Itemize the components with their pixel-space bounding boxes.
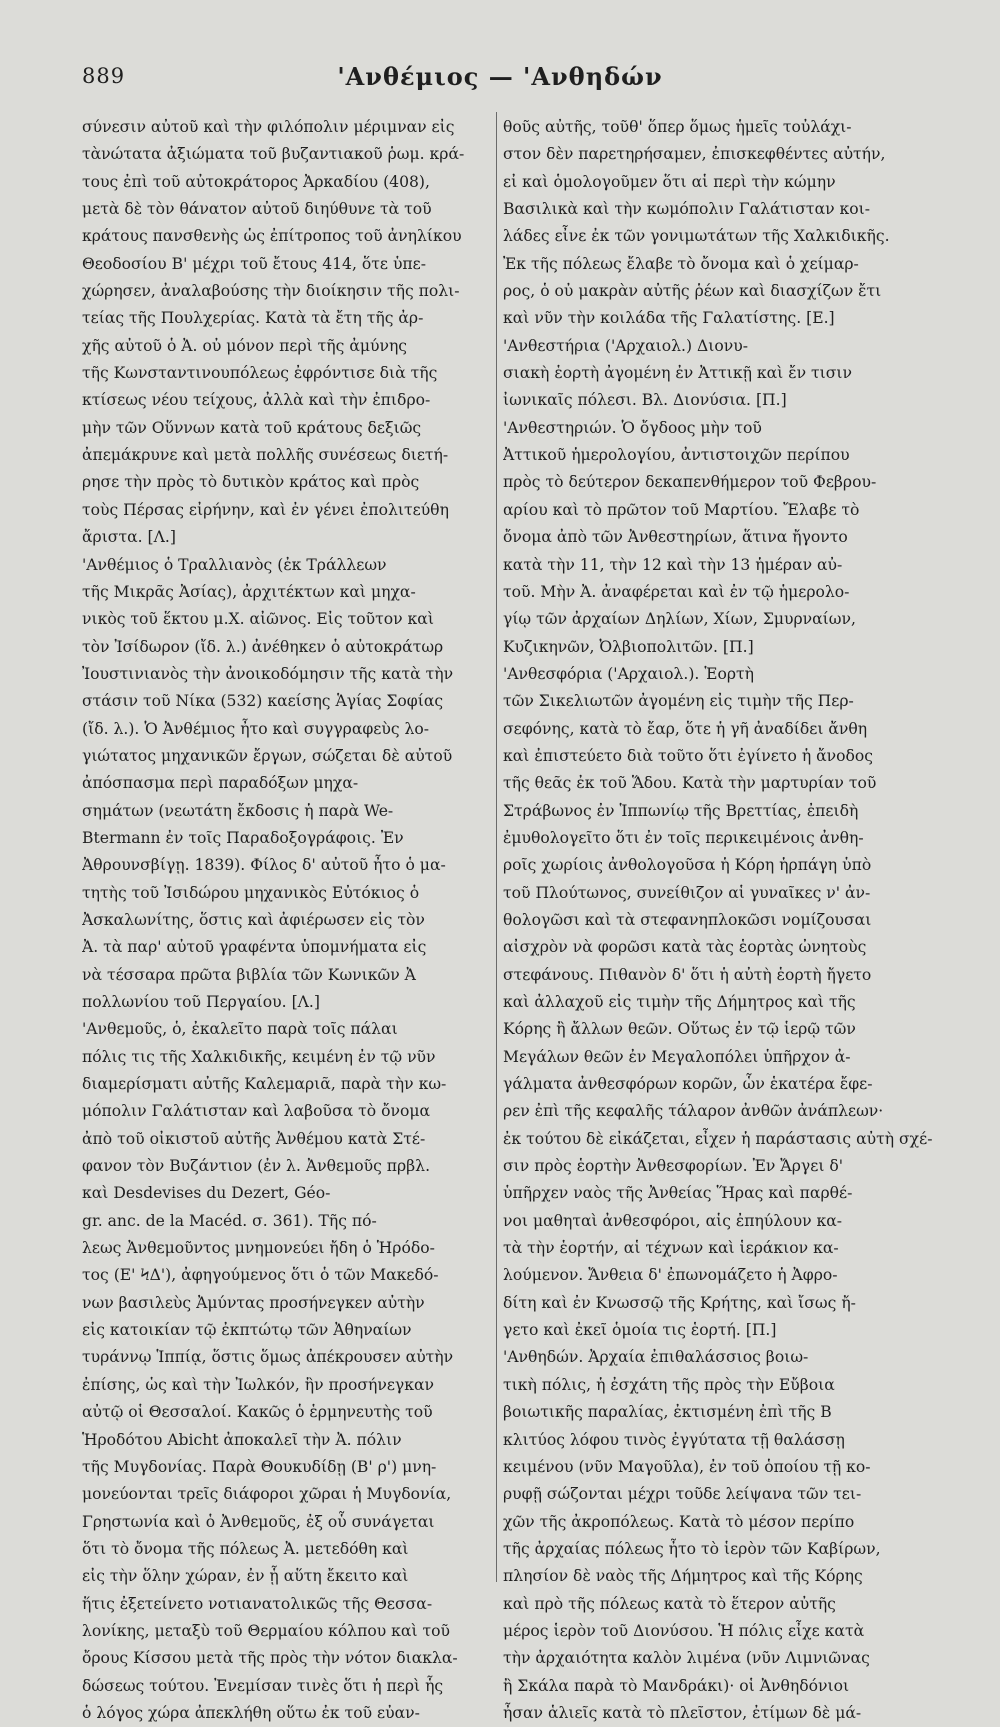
right-column-line: ροῖς χωρίοις ἀνθολογοῦσα ἡ Κόρη ἡρπάγη ὑπὸ	[503, 856, 872, 875]
right-column-line: 'Ανθηδών. Ἀρχαία ἐπιθαλάσσιος βοιω-	[503, 1348, 809, 1367]
left-column-line: Btermann ἐν τοῖς Παραδοξογράφοις. Ἐν	[82, 828, 404, 847]
left-column-line: ἥτις ἐξετείνετο νοτιανατολικῶς τῆς Θεσσα-	[82, 1594, 433, 1613]
left-column-line: τὰνώτατα ἀξιώματα τοῦ βυζαντιακοῦ ῥωμ. κρά-	[82, 145, 465, 164]
left-column-line: Ἡροδότου Abicht ἀποκαλεῖ τὴν Ἀ. πόλιν	[82, 1430, 402, 1449]
right-column-line: πλησίον δὲ ναὸς τῆς Δήμητρος καὶ τῆς Κόρης	[503, 1567, 863, 1586]
left-column-line: σημάτων (νεωτάτη ἔκδοσις ἡ παρὰ We-	[82, 801, 394, 820]
left-column-line: πόλις τις τῆς Χαλκιδικῆς, κειμένη ἐν τῷ νῦν	[82, 1047, 436, 1066]
right-column-line: ρεν ἐπὶ τῆς κεφαλῆς τάλαρον ἀνθῶν ἀνάπλεων·	[503, 1102, 884, 1121]
left-column-line: πολλωνίου τοῦ Περγαίου. [Λ.]	[82, 993, 320, 1011]
left-column-line: Γρηστωνία καὶ ὁ Ἀνθεμοῦς, ἐξ οὗ συνάγεται	[82, 1512, 435, 1531]
right-column-line: Ἀττικοῦ ἡμερολογίου, ἀντιστοιχῶν περίπου	[503, 446, 850, 465]
right-column-line: 'Ανθεστήρια ('Αρχαιολ.) Διονυ-	[503, 336, 749, 355]
left-column-line: τοὺς Πέρσας εἰρήνην, καὶ ἐν γένει ἐπολιτεύθη	[82, 500, 449, 519]
left-column-line: μὴν τῶν Οὕννων κατὰ τοῦ κράτους δεξιῶς	[82, 418, 422, 437]
left-column-line: ὄρους Κίσσου μετὰ τῆς πρὸς τὴν νότον διακλα-	[82, 1649, 458, 1668]
right-column-line: σιν πρὸς ἑορτὴν Ἀνθεσφορίων. Ἐν Ἄργει δ'	[503, 1157, 844, 1176]
left-column-line: φανον τὸν Βυζάντιον (ἐν λ. Ἀνθεμοῦς πρβλ.	[82, 1157, 431, 1176]
right-column-line: Ἐκ τῆς πόλεως ἔλαβε τὸ ὄνομα καὶ ὁ χείμαρ-	[503, 254, 859, 273]
right-column-line: χῶν τῆς ἀκροπόλεως. Κατὰ τὸ μέσον περίπο	[503, 1512, 855, 1531]
right-column-line: κλιτύος λόφου τινὸς ἐγγύτατα τῇ θαλάσσῃ	[503, 1430, 845, 1449]
left-column-line: τητὴς τοῦ Ἰσιδώρου μηχανικὸς Εὐτόκιος ὁ	[82, 883, 420, 902]
right-column-line: κειμένου (νῦν Μαγοῦλα), ἐν τοῦ ὁποίου τῇ κο-	[503, 1457, 871, 1476]
left-column-line: τῆς Κωνσταντινουπόλεως ἐφρόντισε διὰ τῆς	[82, 364, 438, 383]
left-column-line: ἐπίσης, ὡς καὶ τὴν Ἰωλκόν, ἣν προσήνεγκαν	[82, 1375, 434, 1394]
right-column-line: καὶ πρὸ τῆς πόλεως κατὰ τὸ ἕτερον αὐτῆς	[503, 1594, 836, 1613]
left-column-line: χώρησεν, ἀναλαβούσης τὴν διοίκησιν τῆς πολι-	[82, 282, 460, 301]
right-column-line: θολογῶσι καὶ τὰ στεφανηπλοκῶσι νομίζουσαι	[503, 910, 872, 929]
left-column-line: καὶ Desdevises du Dezert, Géo-	[82, 1184, 331, 1203]
left-column-line: gr. anc. de la Macéd. σ. 361). Τῆς πό-	[82, 1211, 377, 1230]
left-column-line: διαμερίσματι αὐτῆς Καλεμαριᾶ, παρὰ τὴν κω-	[82, 1075, 447, 1094]
left-column-line: τῆς Μυγδονίας. Παρὰ Θουκυδίδῃ (Β' ρ') μνη-	[82, 1457, 437, 1476]
left-column-line: νὰ τέσσαρα πρῶτα βιβλία τῶν Κωνικῶν Ἀ	[82, 965, 416, 984]
right-column-line: ὑπῆρχεν ναὸς τῆς Ἀνθείας Ἥρας καὶ παρθέ-	[503, 1184, 853, 1203]
right-column-line: δίτη καὶ ἐν Κνωσσῷ τῆς Κρήτης, καὶ ἴσως ἤ-	[503, 1293, 856, 1312]
right-column-line: ἰωνικαῖς πόλεσι. Βλ. Διονύσια. [Π.]	[503, 391, 787, 410]
running-head: 'Ανθέμιος — 'Ανθηδών	[337, 62, 663, 91]
right-column-line: τῆς ἀρχαίας πόλεως ἦτο τὸ ἱερὸν τῶν Καβίρων,	[503, 1539, 881, 1558]
right-column-line: ἢ Σκάλα παρὰ τὸ Μανδράκι)· οἱ Ἀνθηδόνιοι	[503, 1676, 850, 1695]
right-column-line: 'Ανθεστηριών. Ὁ ὄγδοος μὴν τοῦ	[503, 418, 762, 437]
right-column-line: γάλματα ἀνθεσφόρων κορῶν, ὧν ἑκατέρα ἔφε-	[503, 1075, 873, 1094]
left-column-line: χῆς αὐτοῦ ὁ Ἀ. οὐ μόνον περὶ τῆς ἀμύνης	[82, 336, 408, 355]
left-column-line: ἀπεμάκρυνε καὶ μετὰ πολλῆς συνέσεως διετή-	[82, 446, 449, 465]
right-column-line: λούμενον. Ἄνθεια δ' ἐπωνομάζετο ἡ Ἀφρο-	[503, 1266, 838, 1285]
left-column-line: τους ἐπὶ τοῦ αὐτοκράτορος Ἀρκαδίου (408),	[82, 172, 430, 191]
left-column-line: ἄριστα. [Λ.]	[82, 528, 176, 547]
right-column-line: καὶ ἐπιστεύετο διὰ τοῦτο ὅτι ἐγίνετο ἡ ἄνοδος	[503, 746, 874, 765]
right-column-line: κατὰ τὴν 11, τὴν 12 καὶ τὴν 13 ἡμέραν αὐ-	[503, 555, 843, 574]
right-column-line: τοῦ. Μὴν Ἀ. ἀναφέρεται καὶ ἐν τῷ ἡμερολο-	[503, 582, 850, 601]
right-column-line: Βασιλικὰ καὶ τὴν κωμόπολιν Γαλάτισταν κοι-	[503, 200, 871, 219]
left-column-line: 'Ανθεμοῦς, ὁ, ἐκαλεῖτο παρὰ τοῖς πάλαι	[82, 1020, 398, 1039]
right-column-line: βοιωτικῆς παραλίας, ἐκτισμένη ἐπὶ τῆς Β	[503, 1403, 832, 1422]
right-column-line: Στράβωνος ἐν Ἱππωνίῳ τῆς Βρεττίας, ἐπειδὴ	[503, 801, 859, 820]
left-column-line: μονεύονται τρεῖς διάφοροι χῶραι ἡ Μυγδονία,	[82, 1485, 452, 1504]
left-column-line: ἀπὸ τοῦ οἰκιστοῦ αὐτῆς Ἀνθέμου κατὰ Στέ-	[82, 1129, 426, 1148]
left-column-line: στάσιν τοῦ Νίκα (532) καείσης Ἁγίας Σοφίας	[82, 692, 444, 711]
right-column-line: αρίου καὶ τὸ πρῶτον τοῦ Μαρτίου. Ἔλαβε τὸ	[503, 500, 860, 519]
right-column-line: τικὴ πόλις, ἡ ἐσχάτη τῆς πρὸς τὴν Εὔβοια	[503, 1375, 835, 1394]
right-column-line: ρυφῇ σώζονται μέχρι τοῦδε λείψανα τῶν τει-	[503, 1485, 862, 1504]
right-column-line: Μεγάλων θεῶν ἐν Μεγαλοπόλει ὑπῆρχον ἀ-	[503, 1047, 851, 1066]
right-column-line: γίῳ τῶν ἀρχαίων Δηλίων, Χίων, Σμυρναίων,	[503, 610, 856, 629]
left-column-line: αὐτῷ οἱ Θεσσαλοί. Κακῶς ὁ ἑρμηνευτὴς τοῦ	[82, 1403, 433, 1422]
right-column-line: 'Ανθεσφόρια ('Αρχαιολ.). Ἑορτὴ	[503, 664, 754, 683]
right-column-line: γετο καὶ ἐκεῖ ὁμοία τις ἑορτή. [Π.]	[503, 1321, 777, 1340]
left-column-line: μόπολιν Γαλάτισταν καὶ λαβοῦσα τὸ ὄνομα	[82, 1102, 431, 1121]
column-divider	[496, 112, 497, 1582]
left-column-line: δώσεως τούτου. Ἐνεμίσαν τινὲς ὅτι ἡ περὶ ἧς	[82, 1676, 444, 1695]
right-column-line: καὶ νῦν τὴν κοιλάδα τῆς Γαλατίστης. [Ε.]	[503, 309, 835, 328]
right-column-line: πρὸς τὸ δεύτερον δεκαπενθήμερον τοῦ Φεβρου-	[503, 473, 877, 492]
left-column-line: ρησε τὴν πρὸς τὸ δυτικὸν κράτος καὶ πρὸς	[82, 473, 420, 492]
right-column-line: καὶ ἀλλαχοῦ εἰς τιμὴν τῆς Δήμητρος καὶ τῆς	[503, 993, 856, 1011]
left-column-line: τῆς Μικρᾶς Ἀσίας), ἀρχιτέκτων καὶ μηχα-	[82, 582, 416, 601]
right-column-line: μέρος ἱερὸν τοῦ Διονύσου. Ἡ πόλις εἶχε κατὰ	[503, 1621, 865, 1640]
left-column-line: εἰς τὴν ὅλην χώραν, ἐν ᾗ αὕτη ἔκειτο καὶ	[82, 1567, 409, 1586]
page-number: 889	[82, 64, 126, 88]
left-column-line: ἀπόσπασμα περὶ παραδόξων μηχα-	[82, 774, 359, 793]
right-column-line: τῆς θεᾶς ἐκ τοῦ Ἅδου. Κατὰ τὴν μαρτυρίαν τοῦ	[503, 774, 877, 793]
left-column-line: Θεοδοσίου Β' μέχρι τοῦ ἔτους 414, ὅτε ὑπε-	[82, 254, 427, 273]
right-column-line: λάδες εἶνε ἐκ τῶν γονιμωτάτων τῆς Χαλκιδικῆς.	[503, 227, 890, 246]
left-column-line: λεως Ἀνθεμοῦντος μνημονεύει ἤδη ὁ Ἡρόδο-	[82, 1239, 435, 1258]
left-column-line: 'Ανθέμιος ὁ Τραλλιανὸς (ἐκ Τράλλεων	[82, 555, 387, 574]
right-column-line: Κυζικηνῶν, Ὀλβιοπολιτῶν. [Π.]	[503, 637, 754, 656]
left-column-line: σύνεσιν αὐτοῦ καὶ τὴν φιλόπολιν μέριμναν εἰς	[82, 118, 455, 136]
right-column-line: τῶν Σικελιωτῶν ἀγομένη εἰς τιμὴν τῆς Περ-	[503, 692, 854, 711]
right-column	[503, 114, 935, 1727]
left-column-line: Ἀ. τὰ παρ' αὐτοῦ γραφέντα ὑπομνήματα εἰς	[82, 938, 427, 957]
left-column-line: τὸν Ἰσίδωρον (ἴδ. λ.) ἀνέθηκεν ὁ αὐτοκράτωρ	[82, 637, 444, 656]
left-column-line: τείας τῆς Πουλχερίας. Κατὰ τὰ ἔτη τῆς ἀρ-	[82, 309, 424, 328]
right-column-line: νοι μαθηταὶ ἀνθεσφόροι, αἱς ἐπηύλουν κα-	[503, 1211, 843, 1230]
right-column-line: Κόρης ἢ ἄλλων θεῶν. Οὕτως ἐν τῷ ἱερῷ τῶν	[503, 1020, 856, 1039]
right-column-line: εἰ καὶ ὁμολογοῦμεν ὅτι αἱ περὶ τὴν κώμην	[503, 172, 836, 191]
header-rule	[82, 104, 934, 105]
left-column-line: νικὸς τοῦ ἕκτου μ.Χ. αἰῶνος. Εἰς τοῦτον καὶ	[82, 610, 434, 629]
right-column-line: τὰ τὴν ἑορτήν, αἱ τέχνων καὶ ἱεράκιον κα-	[503, 1239, 839, 1258]
right-column-line: ὄνομα ἀπὸ τῶν Ἀνθεστηρίων, ἅτινα ἤγοντο	[503, 528, 848, 547]
right-column-line: ἐκ τούτου δὲ εἰκάζεται, εἶχεν ἡ παράστασις αὐτὴ σχέ-	[503, 1129, 933, 1148]
right-column-line: σιακὴ ἑορτὴ ἀγομένη ἐν Ἀττικῇ καὶ ἔν τισιν	[503, 364, 853, 383]
left-column-line: ὁ λόγος χώρα ἀπεκλήθη οὕτω ἐκ τοῦ εὐαν-	[82, 1703, 420, 1722]
left-column-line: τυράννῳ Ἱππίᾳ, ὅστις ὅμως ἀπέκρουσεν αὐτὴν	[82, 1348, 454, 1367]
left-column-line: τος (Ε' ϞΔ'), ἀφηγούμενος ὅτι ὁ τῶν Μακεδό-	[82, 1266, 439, 1285]
left-column-line: Ἰουστινιανὸς τὴν ἀνοικοδόμησιν τῆς κατὰ τὴν	[82, 664, 454, 683]
left-column-line: κράτους πανσθενὴς ὡς ἐπίτροπος τοῦ ἀνηλίκου	[82, 227, 462, 246]
left-column-line: γιώτατος μηχανικῶν ἔργων, σώζεται δὲ αὐτοῦ	[82, 746, 453, 765]
left-column-line: ὅτι τὸ ὄνομα τῆς πόλεως Ἀ. μετεδόθη καὶ	[82, 1539, 409, 1558]
right-column-line: στεφάνους. Πιθανὸν δ' ὅτι ἡ αὐτὴ ἑορτὴ ἤγετο	[503, 965, 872, 984]
left-column-line: εἰς κατοικίαν τῷ ἐκπτώτῳ τῶν Ἀθηναίων	[82, 1321, 412, 1340]
left-column-line: Ἀθρουνσβίγῃ. 1839). Φίλος δ' αὐτοῦ ἦτο ὁ μα-	[82, 856, 446, 875]
left-column	[82, 114, 497, 1727]
left-column-line: νων βασιλεὺς Ἀμύντας προσήνεγκεν αὐτὴν	[82, 1293, 425, 1312]
left-column-line: Ἀσκαλωνίτης, ὅστις καὶ ἀφιέρωσεν εἰς τὸν	[82, 910, 425, 929]
right-column-line: θοῦς αὐτῆς, τοῦθ' ὅπερ ὅμως ἡμεῖς τοὐλάχι-	[503, 118, 852, 136]
right-column-line: ἐμυθολογεῖτο ὅτι ἐν τοῖς περικειμένοις ἀνθη-	[503, 828, 864, 847]
left-column-line: μετὰ δὲ τὸν θάνατον αὐτοῦ διηύθυνε τὰ τοῦ	[82, 200, 432, 219]
right-column-line: αἰσχρὸν νὰ φορῶσι κατὰ τὰς ἑορτὰς ὠνητοὺς	[503, 938, 867, 957]
right-column-line: σεφόνης, κατὰ τὸ ἔαρ, ὅτε ἡ γῆ ἀναδίδει ἄνθη	[503, 719, 868, 738]
left-column-line: (ἴδ. λ.). Ὁ Ἀνθέμιος ἦτο καὶ συγγραφεὺς λο-	[82, 719, 430, 738]
right-column-line: τοῦ Πλούτωνος, συνείθιζον αἱ γυναῖκες ν' ἀν-	[503, 883, 871, 902]
right-column-line: ρος, ὁ οὐ μακρὰν αὐτῆς ῥέων καὶ διασχίζων ἔτι	[503, 282, 882, 301]
right-column-line: τὴν ἀρχαιότητα καλὸν λιμένα (νῦν Λιμνιῶνας	[503, 1649, 870, 1668]
left-column-line: κτίσεως νέου τείχους, ἀλλὰ καὶ τὴν ἐπιδρο-	[82, 391, 431, 410]
right-column-line: ἦσαν ἁλιεῖς κατὰ τὸ πλεῖστον, ἐτίμων δὲ μά-	[503, 1703, 862, 1722]
right-column-line: στον δὲν παρετηρήσαμεν, ἐπισκεφθέντες αὐτήν,	[503, 145, 886, 164]
left-column-line: λονίκης, μεταξὺ τοῦ Θερμαίου κόλπου καὶ τοῦ	[82, 1621, 451, 1640]
